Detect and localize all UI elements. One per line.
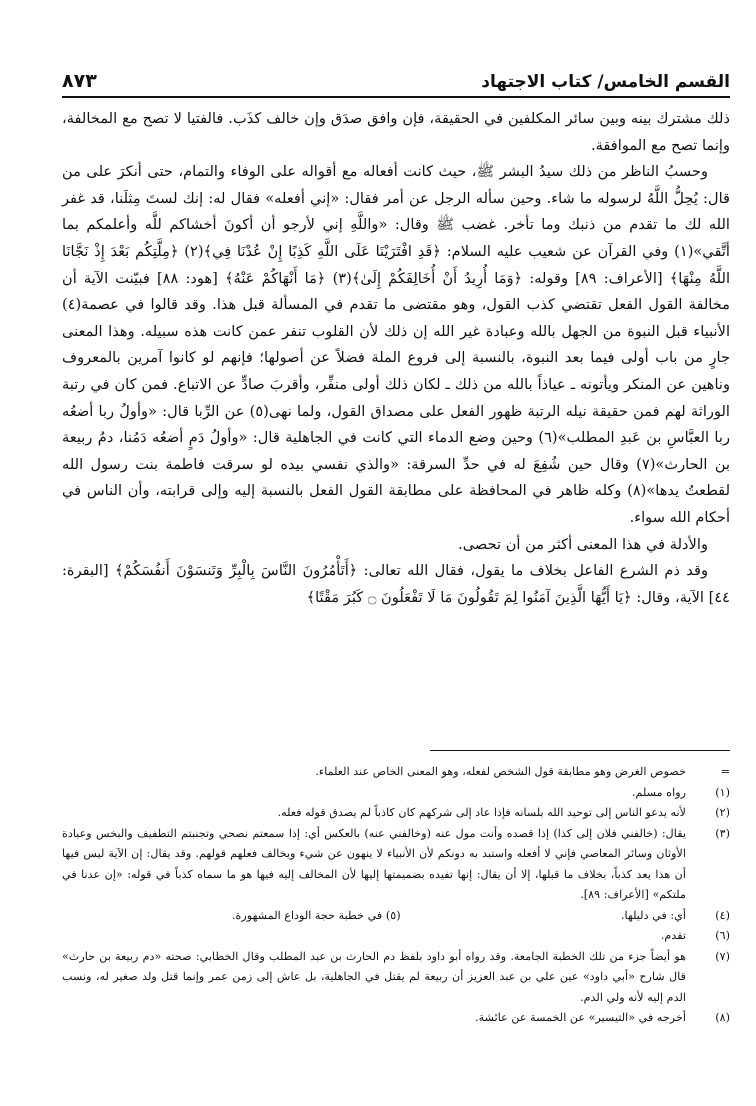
footnote (62, 1008, 730, 1029)
footnote-text: لأنه يدعو الناس إلى توحيد الله بلسانه فإذا عاد إلى شركهم كان كاذباً لم يصدق قوله فعله. (277, 806, 686, 819)
footnote (62, 926, 730, 947)
page-number: ٨٧٣ (62, 70, 97, 92)
footnote-number: (٣) (715, 826, 730, 840)
footnote-divider (430, 750, 730, 751)
footnote (62, 947, 730, 1009)
footnote (62, 906, 730, 927)
footnote-text: أخرجه في «التيسير» عن الخمسة عن عائشة. (475, 1011, 686, 1024)
footnote-text: تقدم. (660, 929, 686, 942)
footnote-number: (٢) (715, 806, 730, 819)
footnote-number: (٧) (715, 949, 730, 963)
footnote-number: (٨) (715, 1011, 730, 1024)
footnote-number: (١) (715, 785, 730, 799)
chapter-title: القسم الخامس/ كتاب الاجتهاد (481, 72, 730, 92)
footnote-number: (٦) (715, 929, 730, 942)
footnote-number: (٤) (715, 908, 730, 922)
footnote-text (62, 906, 686, 927)
footnote (62, 803, 730, 824)
paragraph: وحسبُ الناظر من ذلك سيدُ البشر ﷺ، حيث كانت أفعاله مع أقواله على الوفاء والتمام، حتى أنكرَ على من قال: يُحِلُّ اللَّهُ لرسوله ما شاء. وحين سأله الرجل عن أمر فقال: «إني أفعله» فقال له: إنك لستَ مِثلَنا، قد غفر الله لك ما تقدم من ذنبك وما تأخر. غضب ﷺ وقال: «واللَّهِ إني لأرجو أن أكونَ أخشاكم للَّه وأعلمكم بما أتَّقي»(١) وفي القرآن عن شعيب عليه السلام: ﴿قَدِ افْتَرَيْنَا عَلَى اللَّهِ كَذِبًا إِنْ عُدْنَا فِي﴾(٢) ﴿مِلَّتِكُم بَعْدَ إِذْ نَجَّانَا اللَّهُ مِنْهَا﴾ [الأعراف: ٨٩] وقوله: ﴿وَمَا أُرِيدُ أَنْ أُخَالِفَكُمْ إِلَىٰ﴾(٣) ﴿مَا أَنْهَاكُمْ عَنْهُ﴾ [هود: ٨٨] فبيّنت الآية أن مخالفة القول الفعل تقتضي كذب القول، وهو مقتضى ما تقدم في المسألة قبل هذا. وقد قالوا في عصمة(٤) الأنبياء قبل النبوة من الجهل بالله وعبادة غير الله إن ذلك لأن القلوب تنفر عمن كانت هذه سبيله. وهذا المعنى جارٍ من باب أولى فيما بعد النبوة، بالنسبة إلى فروع الملة فضلاً عن أصولها؛ فإنهم لو كانوا آمرين بالمعروف وناهين عن المنكر ويأتونه ـ عياذاً بالله من ذلك ـ لكان ذلك أولى منفِّر، وأقربَ صادٍّ عن الاتباع. فمن كان في رتبة الوراثة لهم فمن حقيقة نيله الرتبة ظهور الفعل على مصداق القول، ولما نهى(٥) عن الرِّبا قال: «وأولُ ربا أضعُه ربا العبَّاسِ بن عَبدِ المطلب»(٦) وحين وضع الدماء التي كانت في الجاهلية قال: «وأولُ دَمٍ أضعُه دَمُنا، دمُ ربيعة بن الحارث»(٧) وقال حين شُفِعَ له في حدِّ السرقة: «والذي نفسي بيده لو سرقت فاطمة بنت رسول الله لقطعتُ يدها»(٨) وكله ظاهر في المحافظة على مطابقة القول الفعل بالنسبة إليه وإلى قرابته، وأن الناس في أحكام الله سواء. (62, 163, 731, 526)
paragraph: والأدلة في هذا المعنى أكثر من أن تحصى. (458, 535, 708, 553)
running-header (62, 64, 730, 98)
footnote-number: = (720, 765, 730, 778)
footnote-text: خصوص الغرض وهو مطابقة قول الشخص لفعله، وهو المعنى الخاص عند العلماء. (315, 765, 686, 778)
footnote-text: هو أيضاً جزء من تلك الخطبة الجامعة. وقد رواه أبو داود بلفظ دم الحارث بن عبد المطلب وقال الخطابي: صحته «دم ربيعة بن حارث» قال شارح «أبي داود» عين علي بن عبد العزيز أن ربيعة لم يقتل في الجاهلية، بل عاش إلى زمن عمر وإنما قتل ولد صغير له، ونسب الدم إليه لأنه ولي الدم. (62, 949, 686, 1004)
paragraph: وقد ذم الشرع الفاعل بخلاف ما يقول، فقال الله تعالى: ﴿أَتَأْمُرُونَ النَّاسَ بِالْبِرِّ وَتَنسَوْنَ أَنفُسَكُمْ﴾ [البقرة: ٤٤] الآية، وقال: ﴿يَا أَيُّهَا الَّذِينَ آمَنُوا لِمَ تَقُولُونَ مَا لَا تَفْعَلُونَ ۝ كَبُرَ مَقْتًا﴾ (62, 562, 730, 606)
footnote-text-first: أي: في دليلها. (620, 908, 686, 922)
footnote (62, 762, 730, 783)
footnote-text-second: (٥) في خطبة حجة الوداع المشهورة. (232, 908, 401, 922)
footnote-text: يقال: (خالفني فلان إلى كذا) إذا قصده وأنت مول عنه (وخالفني عنه) بالعكس أي: إذا سمعتم نصحي وتجنبتم التطفيف والبخس وعبادة الأوثان وسائر المعاصي فإني لا أفعله واستبد به دونكم لأن الأنبياء لا ينهون عن شيء ويخالف فعلهم قولهم. وقد يقال: إن الآية ليس فيها أن هذا يعد كذباً، بخلاف ما قبلها، إلا أن يقال: إنها تفيده بضميمتها إليها لأن المخالف إليه فيها هو ما سماه كذباً في قوله: «إن عدنا في ملتكم» [الأعراف: ٨٩]. (62, 826, 686, 901)
footnote (62, 824, 730, 906)
footnote (62, 783, 730, 804)
footnotes (62, 762, 730, 1029)
paragraph: ذلك مشترك بينه وبين سائر المكلفين في الحقيقة، فإن وافق صدَق وإن خالف كذَب. فالفتيا لا تصح مع المخالفة، وإنما تصح مع الموافقة. (62, 110, 730, 154)
main-text (62, 106, 730, 611)
footnote-text: رواه مسلم. (631, 785, 686, 799)
